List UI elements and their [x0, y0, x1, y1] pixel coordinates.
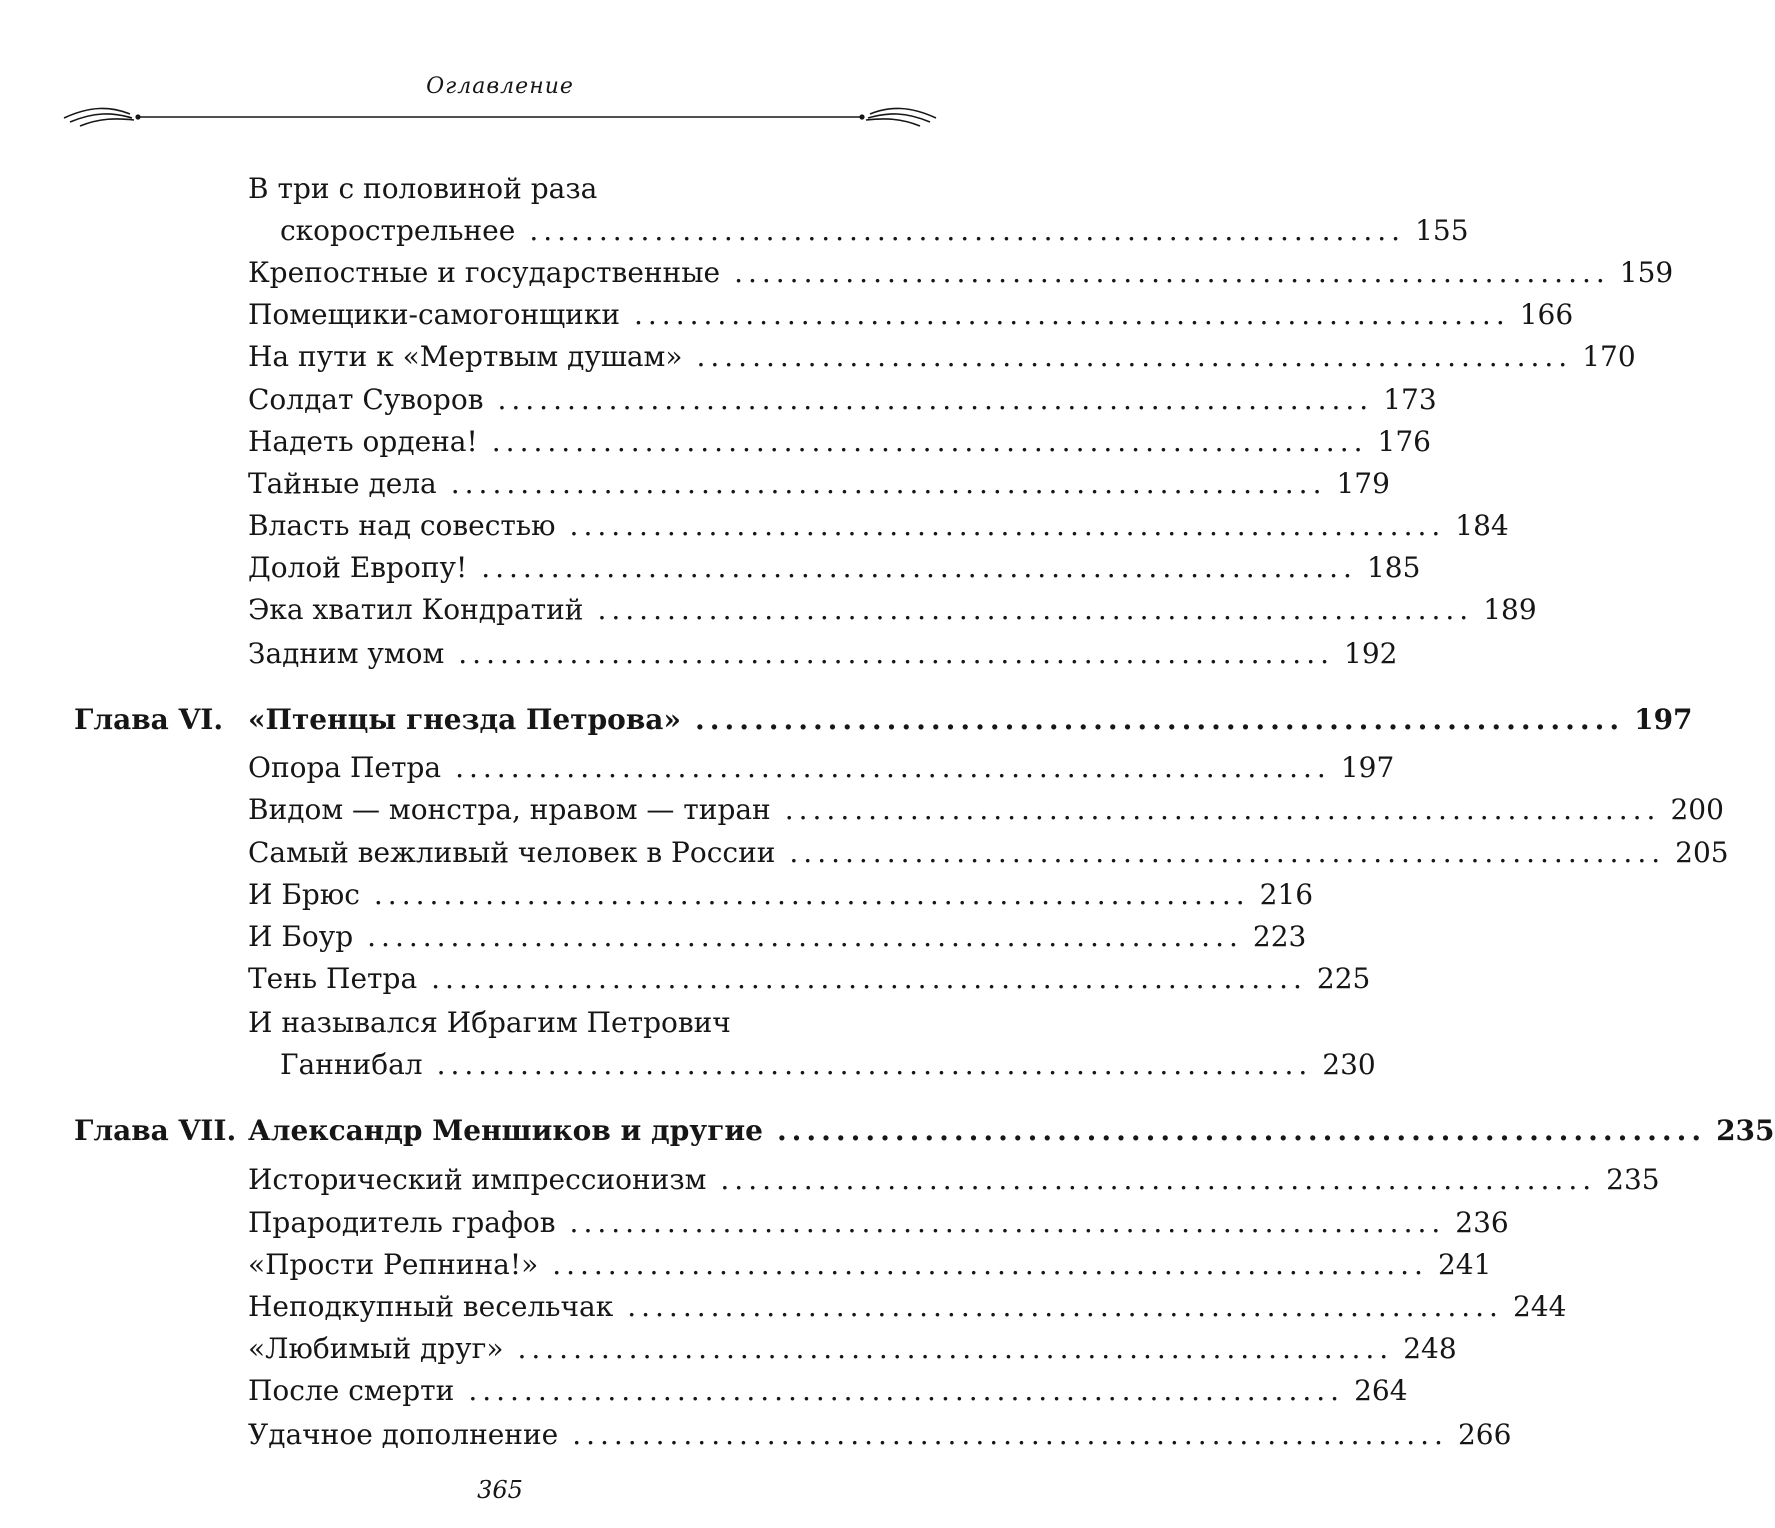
dot-leader: ............................................................... [597, 593, 1474, 626]
dot-leader: ............................................................... [517, 1332, 1394, 1365]
toc-entry-title: Крепостные и государственные [248, 256, 721, 289]
toc-entry-page: 205 [1675, 836, 1729, 869]
toc-entry [248, 467, 1390, 501]
dot-leader: ............................................................... [481, 551, 1357, 584]
toc-entry [248, 425, 1431, 459]
dot-leader: ............................................................... [431, 962, 1307, 995]
dot-leader: ............................................................... [696, 340, 1573, 373]
toc-entry [248, 383, 1437, 417]
dot-leader: ............................................................... [734, 256, 1610, 289]
chapter-label: Глава VI. [74, 703, 224, 736]
dot-leader: ............................................................... [468, 1374, 1345, 1407]
page-number: 365 [477, 1476, 523, 1504]
toc-entry-title: Удачное дополнение [248, 1418, 559, 1451]
toc-entry [248, 1332, 1457, 1366]
toc-entry [248, 256, 1674, 290]
toc-entry [248, 637, 1398, 671]
dot-leader: ............................................................... [497, 383, 1374, 416]
chapter-page: 197 [1634, 703, 1693, 736]
dot-leader: ............................................................... [458, 637, 1335, 670]
toc-entry-title: Ганнибал [280, 1048, 423, 1081]
chapter-title: «Птенцы гнезда Петрова» [248, 703, 681, 736]
toc-entry-page: 192 [1344, 637, 1398, 670]
toc-entry-page: 179 [1336, 467, 1390, 500]
chapter-heading [248, 1114, 1775, 1148]
toc-entry [248, 1048, 1376, 1082]
dot-leader: ............................................................... [569, 1206, 1446, 1239]
dot-leader: ............................................................... [776, 1114, 1707, 1147]
toc-entry [248, 1163, 1660, 1197]
toc-entry-title: Тень Петра [248, 962, 418, 995]
dot-leader: ............................................................... [627, 1290, 1503, 1323]
toc-entry [248, 1290, 1567, 1324]
toc-entry-title: Неподкупный весельчак [248, 1290, 614, 1323]
toc-entry-title: Надеть ордена! [248, 425, 478, 458]
toc-entry-page: 200 [1670, 793, 1724, 826]
toc-entry-title: Прародитель графов [248, 1206, 556, 1239]
toc-entry-title: Тайные дела [248, 467, 437, 500]
toc-entry [248, 878, 1314, 912]
toc-entry-page: 244 [1512, 1290, 1567, 1323]
toc-entry-title: Власть над совестью [248, 509, 556, 542]
toc-entry-page: 185 [1366, 551, 1421, 584]
toc-entry-title: Исторический импрессионизм [248, 1163, 707, 1196]
toc-entry-title: Видом — монстра, нравом — тиран [248, 793, 771, 826]
dot-leader: ............................................................... [373, 878, 1250, 911]
toc-entry-page: 236 [1455, 1206, 1509, 1239]
toc-entry-page: 241 [1437, 1248, 1492, 1281]
chapter-page: 235 [1716, 1114, 1775, 1147]
dot-leader: ............................................................... [694, 703, 1625, 736]
toc-entry [248, 1206, 1509, 1240]
toc-entry [248, 1374, 1408, 1408]
toc-entry [248, 551, 1421, 585]
toc-entry-page: 216 [1259, 878, 1314, 911]
toc-entry [248, 793, 1724, 827]
toc-entry [248, 214, 1469, 248]
dot-leader: ............................................................... [552, 1248, 1428, 1281]
dot-leader: ............................................................... [569, 509, 1446, 542]
dot-leader: ............................................................... [367, 920, 1243, 953]
toc-entry [248, 509, 1509, 543]
dot-leader: ............................................................... [529, 214, 1406, 247]
toc-entry-title: Эка хватил Кондратий [248, 593, 584, 626]
toc-entry [248, 593, 1537, 627]
dot-leader: ............................................................... [634, 298, 1510, 331]
toc-entry-title: Солдат Суворов [248, 383, 484, 416]
dot-leader: ............................................................... [572, 1418, 1448, 1451]
dot-leader: ............................................................... [720, 1163, 1597, 1196]
toc-entry [248, 920, 1307, 954]
toc-entry-title: скорострельнее [280, 214, 516, 247]
toc-entry-page: 159 [1619, 256, 1674, 289]
toc-entry-title: Задним умом [248, 637, 445, 670]
toc-entry-title: После смерти [248, 1374, 455, 1407]
toc-entry-page: 266 [1457, 1418, 1512, 1451]
toc-entry-page: 176 [1377, 425, 1431, 458]
dot-leader: ............................................................... [450, 467, 1327, 500]
dot-leader: ............................................................... [455, 751, 1331, 784]
toc-entry-title: Долой Европу! [248, 551, 468, 584]
toc-entry-title: Опора Петра [248, 751, 442, 784]
toc-entry [248, 340, 1636, 374]
toc-entry-page: 197 [1340, 751, 1395, 784]
toc-entry-page: 264 [1354, 1374, 1408, 1407]
toc-entry-title: И Брюс [248, 878, 360, 911]
toc-entry-title: Помещики-самогонщики [248, 298, 620, 331]
toc-entry-page: 223 [1252, 920, 1307, 953]
toc-entry [248, 836, 1729, 870]
toc-entry [248, 1248, 1492, 1282]
toc-entry [248, 751, 1395, 785]
toc-entry-page: 173 [1383, 383, 1437, 416]
chapter-heading [248, 703, 1693, 737]
chapter-title: Александр Меншиков и другие [248, 1114, 763, 1147]
dot-leader: ............................................................... [789, 836, 1666, 869]
toc-entry-line: И назывался Ибрагим Петрович [248, 1006, 731, 1039]
toc-entry-line: В три с половиной раза [248, 172, 598, 205]
toc-entry-page: 170 [1582, 340, 1636, 373]
toc-entry-page: 230 [1322, 1048, 1376, 1081]
toc-entry-page: 155 [1415, 214, 1469, 247]
toc-entry-page: 235 [1606, 1163, 1660, 1196]
chapter-label: Глава VII. [74, 1114, 237, 1147]
running-head: Оглавление [426, 74, 574, 99]
toc-entry [248, 962, 1371, 996]
dot-leader: ............................................................... [436, 1048, 1313, 1081]
toc-entry-title: «Любимый друг» [248, 1332, 504, 1365]
toc-entry-page: 248 [1403, 1332, 1457, 1365]
dot-leader: ............................................................... [491, 425, 1368, 458]
toc-entry-page: 184 [1455, 509, 1509, 542]
toc-entry-title: «Прости Репнина!» [248, 1248, 539, 1281]
toc-entry-page: 166 [1519, 298, 1574, 331]
toc-entry-title: На пути к «Мертвым душам» [248, 340, 683, 373]
toc-entry [248, 298, 1574, 332]
toc-entry-page: 189 [1483, 593, 1537, 626]
toc-entry [248, 1418, 1512, 1452]
toc-entry-title: И Боур [248, 920, 354, 953]
toc-entry-page: 225 [1316, 962, 1371, 995]
toc-entry-title: Самый вежливый человек в России [248, 836, 776, 869]
dot-leader: ............................................................... [784, 793, 1661, 826]
